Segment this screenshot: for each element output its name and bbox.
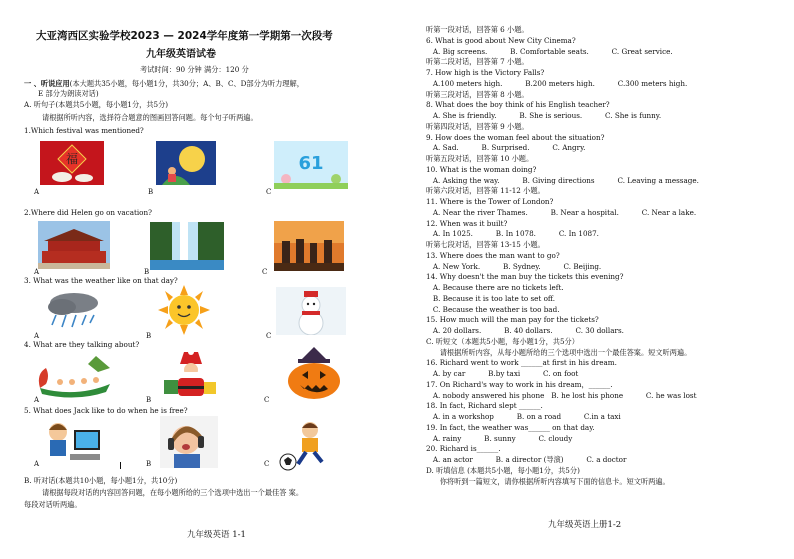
right-line: 15. How much will the man pay for the tickets? xyxy=(426,315,599,325)
page-footer-left: 九年级英语 1-1 xyxy=(187,530,246,540)
right-line: A. Sad. B. Surprised. C. Angry. xyxy=(426,143,586,153)
partA-title: A. 听句子(本题共5小题，每小题1分，共5分) xyxy=(24,100,169,109)
partB-instructions-cont: 每段对话听两遍。 xyxy=(24,500,82,509)
right-line: 听第一段对话，回答第 6 小题。 xyxy=(426,25,529,34)
right-line: 听第五段对话，回答第 10 小题。 xyxy=(426,154,534,163)
question-4: 4. What are they talking about? xyxy=(24,340,140,349)
right-line: 19. In fact, the weather was______ on that day. xyxy=(426,422,595,432)
right-line: B. Because it is too late to set off. xyxy=(426,293,556,303)
partA-instructions: 请根据所听内容，选择符合题意的图画回答问题。每个句子听两遍。 xyxy=(42,113,258,122)
partB-instructions: 请根据每段对话的内容回答问题，在每小题所给的三个选项中选出一个最佳答 案。 xyxy=(42,488,304,497)
right-line: A. an actor B. a director (导演) C. a doctor xyxy=(426,455,627,464)
right-line: 8. What does the boy think of his English teacher? xyxy=(426,100,610,110)
football-image xyxy=(276,418,338,472)
q3-option-b: B xyxy=(146,332,152,340)
q3-option-c: C xyxy=(266,332,272,340)
computer-gaming-image xyxy=(40,418,104,468)
right-line: A. rainy B. sunny C. cloudy xyxy=(426,433,573,443)
right-line: 20. Richard is______. xyxy=(426,444,501,454)
jack-o-lantern-image xyxy=(284,347,344,401)
mid-autumn-image xyxy=(156,141,216,185)
stonehenge-image xyxy=(274,221,344,271)
left-page xyxy=(0,0,395,559)
right-line: 你将听到一篇短文，请你根据所听内容填写下面的信息卡。短文听两遍。 xyxy=(426,476,670,486)
listening-music-image xyxy=(160,416,218,468)
q3-option-a: A xyxy=(34,332,40,340)
q5-option-c: C xyxy=(264,460,270,468)
snowman-image xyxy=(276,287,346,335)
right-line: A. nobody answered his phone B. he lost his phone C. he was lost xyxy=(426,390,697,400)
divider-mark xyxy=(120,462,121,469)
santa-claus-image xyxy=(162,350,220,402)
right-line: 14. Why doesn't the man buy the tickets this evening? xyxy=(426,272,624,282)
right-line: 18. In fact, Richard slept ______. xyxy=(426,401,543,411)
right-line: 13. Where does the man want to go? xyxy=(426,250,560,260)
right-line: 听第三段对话，回答第 8 小题。 xyxy=(426,89,529,99)
right-line: 请根据所听内容，从每小题所给的三个选项中选出一个最佳答案。短文听两遍。 xyxy=(426,347,692,357)
partB-title: B. 听对话(本题共10小题，每小题1分，共10分) xyxy=(24,476,178,485)
q2-option-c: C xyxy=(262,268,268,276)
section1-heading: 一 、听说应用 xyxy=(24,79,70,88)
right-line: 9. How does the woman feel about the situation? xyxy=(426,132,605,142)
q5-option-b: B xyxy=(146,460,152,468)
q1-option-a: A xyxy=(34,188,40,196)
rain-cloud-image xyxy=(38,289,112,333)
svg-text:福: 福 xyxy=(65,152,79,166)
right-line: 10. What is the woman doing? xyxy=(426,164,537,174)
q2-option-a: A xyxy=(34,268,40,276)
question-3: 3. What was the weather like on that day? xyxy=(24,276,178,285)
right-line: A. In 1025. B. In 1078. C. In 1087. xyxy=(426,229,599,239)
right-line: A.100 meters high. B.200 meters high. C.300 meters high. xyxy=(426,78,688,88)
childrens-day-image xyxy=(274,141,348,189)
right-line: 16. Richard went to work ______at first in his dream. xyxy=(426,358,617,368)
right-line: C. Because the weather is too bad. xyxy=(426,304,560,314)
question-1: 1.Which festival was mentioned? xyxy=(24,126,144,135)
section1-header xyxy=(24,79,304,88)
right-line: 17. On Richard's way to work in his dream，______. xyxy=(426,379,613,389)
question-5: 5. What does Jack like to do when he is free? xyxy=(24,406,188,415)
svg-text:61: 61 xyxy=(298,153,324,174)
right-line: A. in a workshop B. on a road C.in a taxi xyxy=(426,412,621,421)
right-line: 6. What is good about New City Cinema? xyxy=(426,35,576,45)
question-2: 2.Where did Helen go on vacation? xyxy=(24,208,152,217)
right-page xyxy=(397,0,794,559)
right-line: 11. Where is the Tower of London? xyxy=(426,197,554,206)
right-line: A. Big screens. B. Comfortable seats. C. Great service. xyxy=(426,46,673,56)
exam-title: 大亚湾西区实验学校2023 — 2024学年度第一学期第一次段考 xyxy=(36,30,333,42)
section1-desc: (本大题共35小题，每小题1分，共30分；A、B、C、D部分为听力理解， xyxy=(69,79,304,88)
dragon-boat-image xyxy=(36,354,114,400)
right-line: 听第七段对话，回答第 13-15 小题。 xyxy=(426,240,545,249)
exam-subtitle: 九年级英语试卷 xyxy=(146,49,216,60)
q1-option-c: C xyxy=(266,188,272,196)
page-footer-right: 九年级英语上册1-2 xyxy=(548,520,622,530)
right-line: 7. How high is the Victory Falls? xyxy=(426,68,545,77)
right-line: D. 听填信息 (本题共5小题，每小题1分，共5分) xyxy=(426,465,580,475)
waterfall-image xyxy=(150,222,224,270)
sun-image xyxy=(158,285,210,335)
right-line: A. 20 dollars. B. 40 dollars. C. 30 dollars. xyxy=(426,326,624,335)
right-line: C. 听短文（本题共5小题，每小题1分，共5分） xyxy=(426,336,579,346)
q4-option-b: B xyxy=(146,396,152,404)
right-line: A. Asking the way. B. Giving directions C. Leaving a message. xyxy=(426,175,699,185)
right-line: A. New York. B. Sydney. C. Beijing. xyxy=(426,261,602,271)
exam-info: 考试时间：90 分钟 满分：120 分 xyxy=(140,65,249,74)
right-line: 听第二段对话，回答第 7 小题。 xyxy=(426,57,529,67)
right-line: A. Near the river Thames. B. Near a hospital. C. Near a lake. xyxy=(426,207,697,217)
right-line: 12. When was it built? xyxy=(426,218,508,228)
right-line: 听第六段对话，回答第 11-12 小题。 xyxy=(426,186,545,196)
q5-option-a: A xyxy=(34,460,40,468)
right-line: A. by car B.by taxi C. on foot xyxy=(426,369,579,378)
section1-desc-cont: E 部分为朗读对话) xyxy=(38,89,99,98)
q4-option-a: A xyxy=(34,396,40,404)
q2-option-b: B xyxy=(144,268,150,276)
q1-option-b: B xyxy=(148,188,154,196)
fu-festival-image xyxy=(40,141,104,185)
forbidden-city-image xyxy=(38,221,110,269)
right-line: 听第四段对话，回答第 9 小题。 xyxy=(426,121,529,131)
right-line: A. She is friendly. B. She is serious. C. She is funny. xyxy=(426,111,662,120)
right-line: A. Because there are no tickets left. xyxy=(426,283,564,292)
q4-option-c: C xyxy=(264,396,270,404)
